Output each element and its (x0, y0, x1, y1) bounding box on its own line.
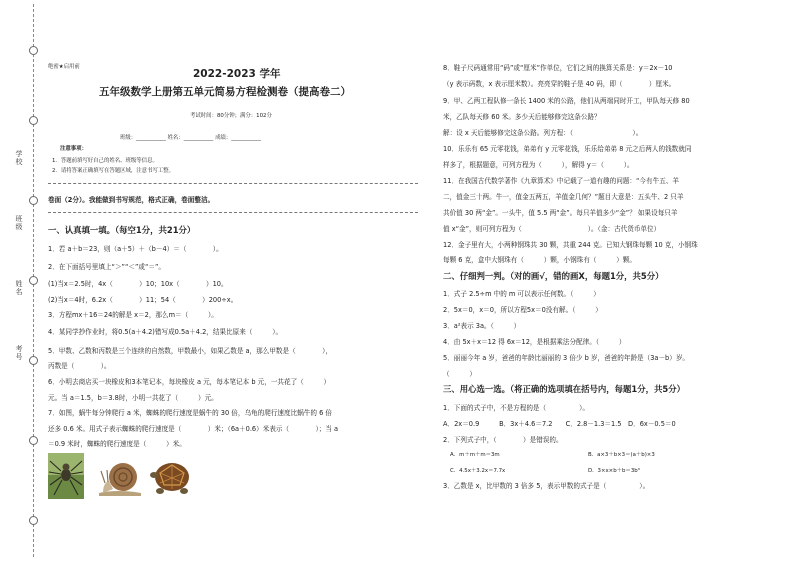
option-d: D．3×x×b＋b＝3b³ (588, 468, 640, 474)
judge-line: （ ） (443, 370, 476, 378)
binding-strip (0, 0, 40, 561)
binding-label-class: 班级 (15, 215, 23, 231)
question-line: 值 x“金”，则可列方程为（ ）。（金：古代货币单位） (443, 225, 661, 233)
judge-line: 5．丽丽今年 a 岁，爸爸的年龄比丽丽的 3 倍少 b 岁，爸爸的年龄是（3a－b）岁。 (443, 354, 690, 362)
question-line: 1．若 a＋b＝23，则（a＋5）＋（b－4）＝（ ）。 (48, 245, 223, 253)
snail-picture (97, 453, 143, 499)
question-line: 2．在下面括号里填上“＞”“＜”或“＝”。 (48, 263, 166, 271)
school-year: 2022-2023 学年 (193, 68, 281, 80)
question-line: 7．如图，蜗牛每分钟爬行 a 米，蜘蛛的爬行速度是蜗牛的 30 倍，乌龟的爬行速度比蜗牛的 6 倍 (48, 409, 332, 417)
question-line: 共价值 30 两“金”。一头牛，值 5.5 两“金”。每只羊值多少“金”？ 如果设每只羊 (443, 209, 678, 217)
neat-writing-note: 卷面（2分）。我能做到书写规范，格式正确，卷面整洁。 (48, 196, 215, 204)
binding-label-number: 考号 (15, 345, 23, 361)
note-item: 2．请将答案正确填写在答题区域，注意书写工整。 (52, 168, 175, 174)
binding-hole (29, 46, 38, 55)
choice-line: 3．乙数是 x，比甲数的 3 倍多 5，表示甲数的式子是（ ）。 (443, 482, 650, 490)
choice-line: 2．下列式子中，（ ）是错误的。 (443, 436, 563, 444)
choice-line: A．2x＝0.9 B．3x＋4.6＝7.2 C．2.8－1.3＝1.5 D．6x－0.5＝0 (443, 420, 676, 428)
question-line: (1)当x＝2.5时，4x（ ）10；10x（ ）10。 (48, 280, 228, 288)
question-line: 还多 0.6 米。用式子表示蜘蛛的爬行速度是（ ）米；（6a＋0.6）米表示（ ）；当 a (48, 425, 339, 433)
question-line: ＝0.9 米时，蜘蛛的爬行速度是（ ）米。 (48, 440, 186, 448)
question-line: 3．方程mx＋16＝24的解是 x＝2，那么m＝（ ）。 (48, 311, 218, 319)
binding-hole (29, 356, 38, 365)
question-line: 12．金子里有大，小两种钢珠共 30 颗，共重 244 克。已知大钢珠每颗 10 克，小钢珠 (443, 241, 698, 249)
section-1-title: 一、认真填一填。（每空1分，共21分） (48, 225, 196, 235)
exam-title: 五年级数学上册第五单元简易方程检测卷（提高卷二） (99, 86, 351, 98)
binding-label-name: 姓名 (15, 280, 23, 296)
notes-title: 注意事项： (60, 146, 87, 152)
spider-picture (48, 453, 84, 499)
question-line: 10．乐乐有 65 元零花钱，弟弟有 y 元零花钱，乐乐给弟弟 8 元之后两人的钱数就同 (443, 145, 692, 153)
question-line: （y 表示码数，x 表示厘米数）。亮亮穿的鞋子是 40 码，即（ ）厘米。 (443, 80, 676, 88)
question-line: 6．小明去商店买一块橡皮和3本笔记本，每块橡皮 a 元，每本笔记本 b 元，一共花了（ ） (48, 378, 331, 386)
question-line: 8．鞋子尺码通常用“码”或“厘米”作单位，它们之间的换算关系是：y＝2x－10 (443, 64, 673, 72)
option-c: C．4.5x＋3.2x＝7.7x (450, 468, 506, 474)
judge-line: 4．由 5x＋x＝12 得 6x＝12，是根据乘法分配律。（ ） (443, 338, 626, 346)
question-line: 5．甲数、乙数和丙数是三个连续的自然数，甲数最小，如果乙数是 a，那么甲数是（ ）， (48, 347, 332, 355)
option-b: B．a×3＋b×3＝(a＋b)×3 (588, 452, 655, 458)
question-line: (2)当x＝4时，6.2x（ ）11；54（ ）200÷x。 (48, 296, 238, 304)
turtle-picture (150, 453, 192, 499)
question-line: 解：设 x 天后能够修完这条公路。列方程：（ ）。 (443, 129, 643, 137)
binding-hole (29, 196, 38, 205)
section-3-title: 三、用心选一选。（将正确的选项填在括号内，每题1分，共5分） (443, 384, 685, 394)
section-2-title: 二、仔细判一判。（对的画√，错的画X，每题1分，共5分） (443, 271, 664, 281)
divider (48, 212, 418, 213)
question-line: 每颗 6 克，盒中大钢珠有（ ）颗，小钢珠有（ ）颗。 (443, 256, 637, 264)
binding-hole (29, 516, 38, 525)
judge-line: 2．5x＝0，x＝0，所以方程5x＝0没有解。（ ） (443, 306, 602, 314)
note-item: 1．答题前填写好自己的姓名、班级等信息。 (52, 158, 158, 164)
student-fields: 班级：___________ 姓名：___________ 成绩：___________ (120, 135, 261, 141)
option-a: A．m＋m＋m＝3m (450, 452, 500, 458)
secret-tag: 绝密★启用前 (48, 64, 80, 70)
question-line: 4．某同学抄作业时，将0.5(a＋4.2)错写成0.5a＋4.2，结果比原来（ ）。 (48, 328, 283, 336)
question-line: 样多了，根据题意，可列方程为（ ），解得 y＝（ ）。 (443, 161, 634, 169)
binding-label-school: 学校 (15, 150, 23, 166)
binding-hole (29, 276, 38, 285)
exam-info: 考试时间：80分钟；满分：102分 (190, 113, 272, 119)
question-line: 米，乙队每天修 60 米。多少天后能够修完这条公路？ (443, 113, 601, 121)
question-line: 丙数是（ ）。 (48, 362, 111, 370)
question-line: 元。当 a＝1.5，b＝3.8时，小明一共花了（ ）元。 (48, 394, 218, 402)
binding-hole (29, 116, 38, 125)
divider (48, 183, 418, 184)
choice-line: 1．下面的式子中，不是方程的是（ ）。 (443, 404, 589, 412)
question-line: 9．甲、乙两工程队修一条长 1400 米的公路，他们从两端同时开工，甲队每天修 80 (443, 97, 690, 105)
question-line: 二，值金三十两。牛一，值金五两五，羊值金几何？”题目大意是：五头牛、2 只羊 (443, 193, 684, 201)
judge-line: 3．a²表示 3a。（ ） (443, 322, 521, 330)
binding-hole (29, 436, 38, 445)
judge-line: 1．式子 2.5÷m 中的 m 可以表示任何数。（ ） (443, 290, 600, 298)
question-line: 11．在我国古代数学著作《九章算术》中记载了一道有趣的问题：“今有牛五、羊 (443, 177, 679, 185)
